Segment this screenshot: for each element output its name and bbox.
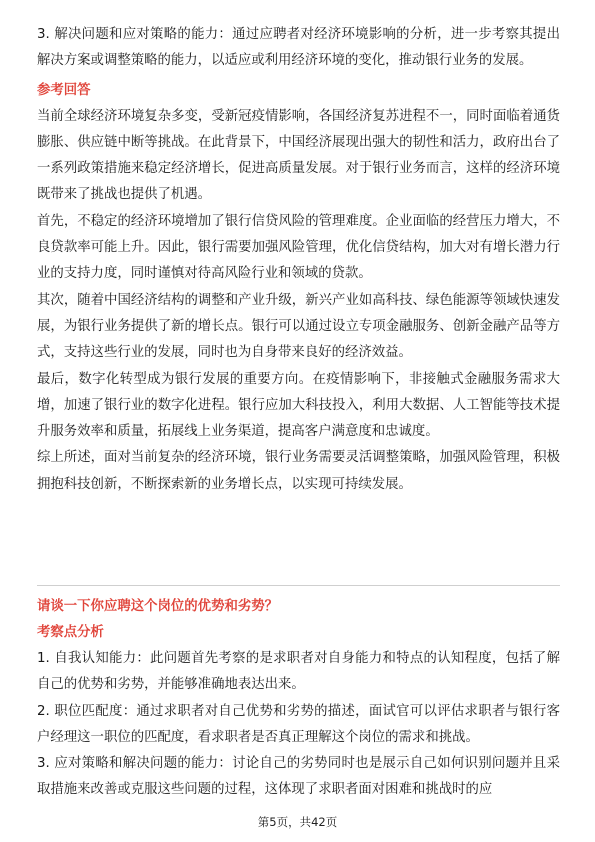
answer-paragraph: 其次，随着中国经济结构的调整和产业升级，新兴产业如高科技、绿色能源等领域快速发展，为银行业务提供了新的增长点。银行可以通过设立专项金融服务、创新金融产品等方式，支持这些行业的发展，同时也为自身带来良好的经济效益。: [37, 292, 560, 361]
answer-paragraph: 综上所述，面对当前复杂的经济环境，银行业务需要灵活调整策略，加强风险管理，积极拥抱科技创新，不断探索新的业务增长点，以实现可持续发展。: [37, 450, 560, 492]
analysis-point: 3. 应对策略和解决问题的能力：讨论自己的劣势同时也是展示自己如何识别问题并且采取措施来改善或克服这些问题的过程，这体现了求职者面对困难和挑战时的应: [37, 756, 560, 798]
analysis-point: 2. 职位匹配度：通过求职者对自己优势和劣势的描述，面试官可以评估求职者与银行客户经理这一职位的匹配度，看求职者是否真正理解这个岗位的需求和挑战。: [37, 703, 560, 745]
page-number: 第5页，共42页: [257, 815, 338, 829]
analysis-point: 1. 自我认知能力：此问题首先考察的是求职者对自身能力和特点的认知程度，包括了解自己的优势和劣势，并能够准确地表达出来。: [37, 651, 560, 693]
page-body: [37, 22, 560, 498]
section-divider: [37, 585, 560, 586]
reference-answer-heading: 参考回答: [37, 82, 91, 98]
interview-question: 请谈一下你应聘这个岗位的优势和劣势？: [37, 599, 279, 614]
analysis-heading: 考察点分析: [37, 625, 104, 640]
consideration-point-3: 3. 解决问题和应对策略的能力：通过应聘者对经济环境影响的分析，进一步考察其提出解决方案或调整策略的能力，以适应或利用经济环境的变化，推动银行业务的发展。: [37, 27, 560, 69]
answer-paragraph: 最后，数字化转型成为银行发展的重要方向。在疫情影响下，非接触式金融服务需求大增，加速了银行业的数字化进程。银行应加大科技投入，利用大数据、人工智能等技术提升服务效率和质量，拓展线上业务渠道，提高客户满意度和忠诚度。: [37, 371, 560, 440]
answer-paragraph: 当前全球经济环境复杂多变，受新冠疫情影响，各国经济复苏进程不一，同时面临着通货膨胀、供应链中断等挑战。在此背景下，中国经济展现出强大的韧性和活力，政府出台了一系列政策措施来稳定经济增长，促进高质量发展。对于银行业务而言，这样的经济环境既带来了挑战也提供了机遇。: [37, 108, 560, 203]
question-section: [37, 594, 560, 804]
answer-paragraph: 首先，不稳定的经济环境增加了银行信贷风险的管理难度。企业面临的经营压力增大，不良贷款率可能上升。因此，银行需要加强风险管理，优化信贷结构，加大对有增长潜力行业的支持力度，同时谨慎对待高风险行业和领域的贷款。: [37, 213, 560, 282]
